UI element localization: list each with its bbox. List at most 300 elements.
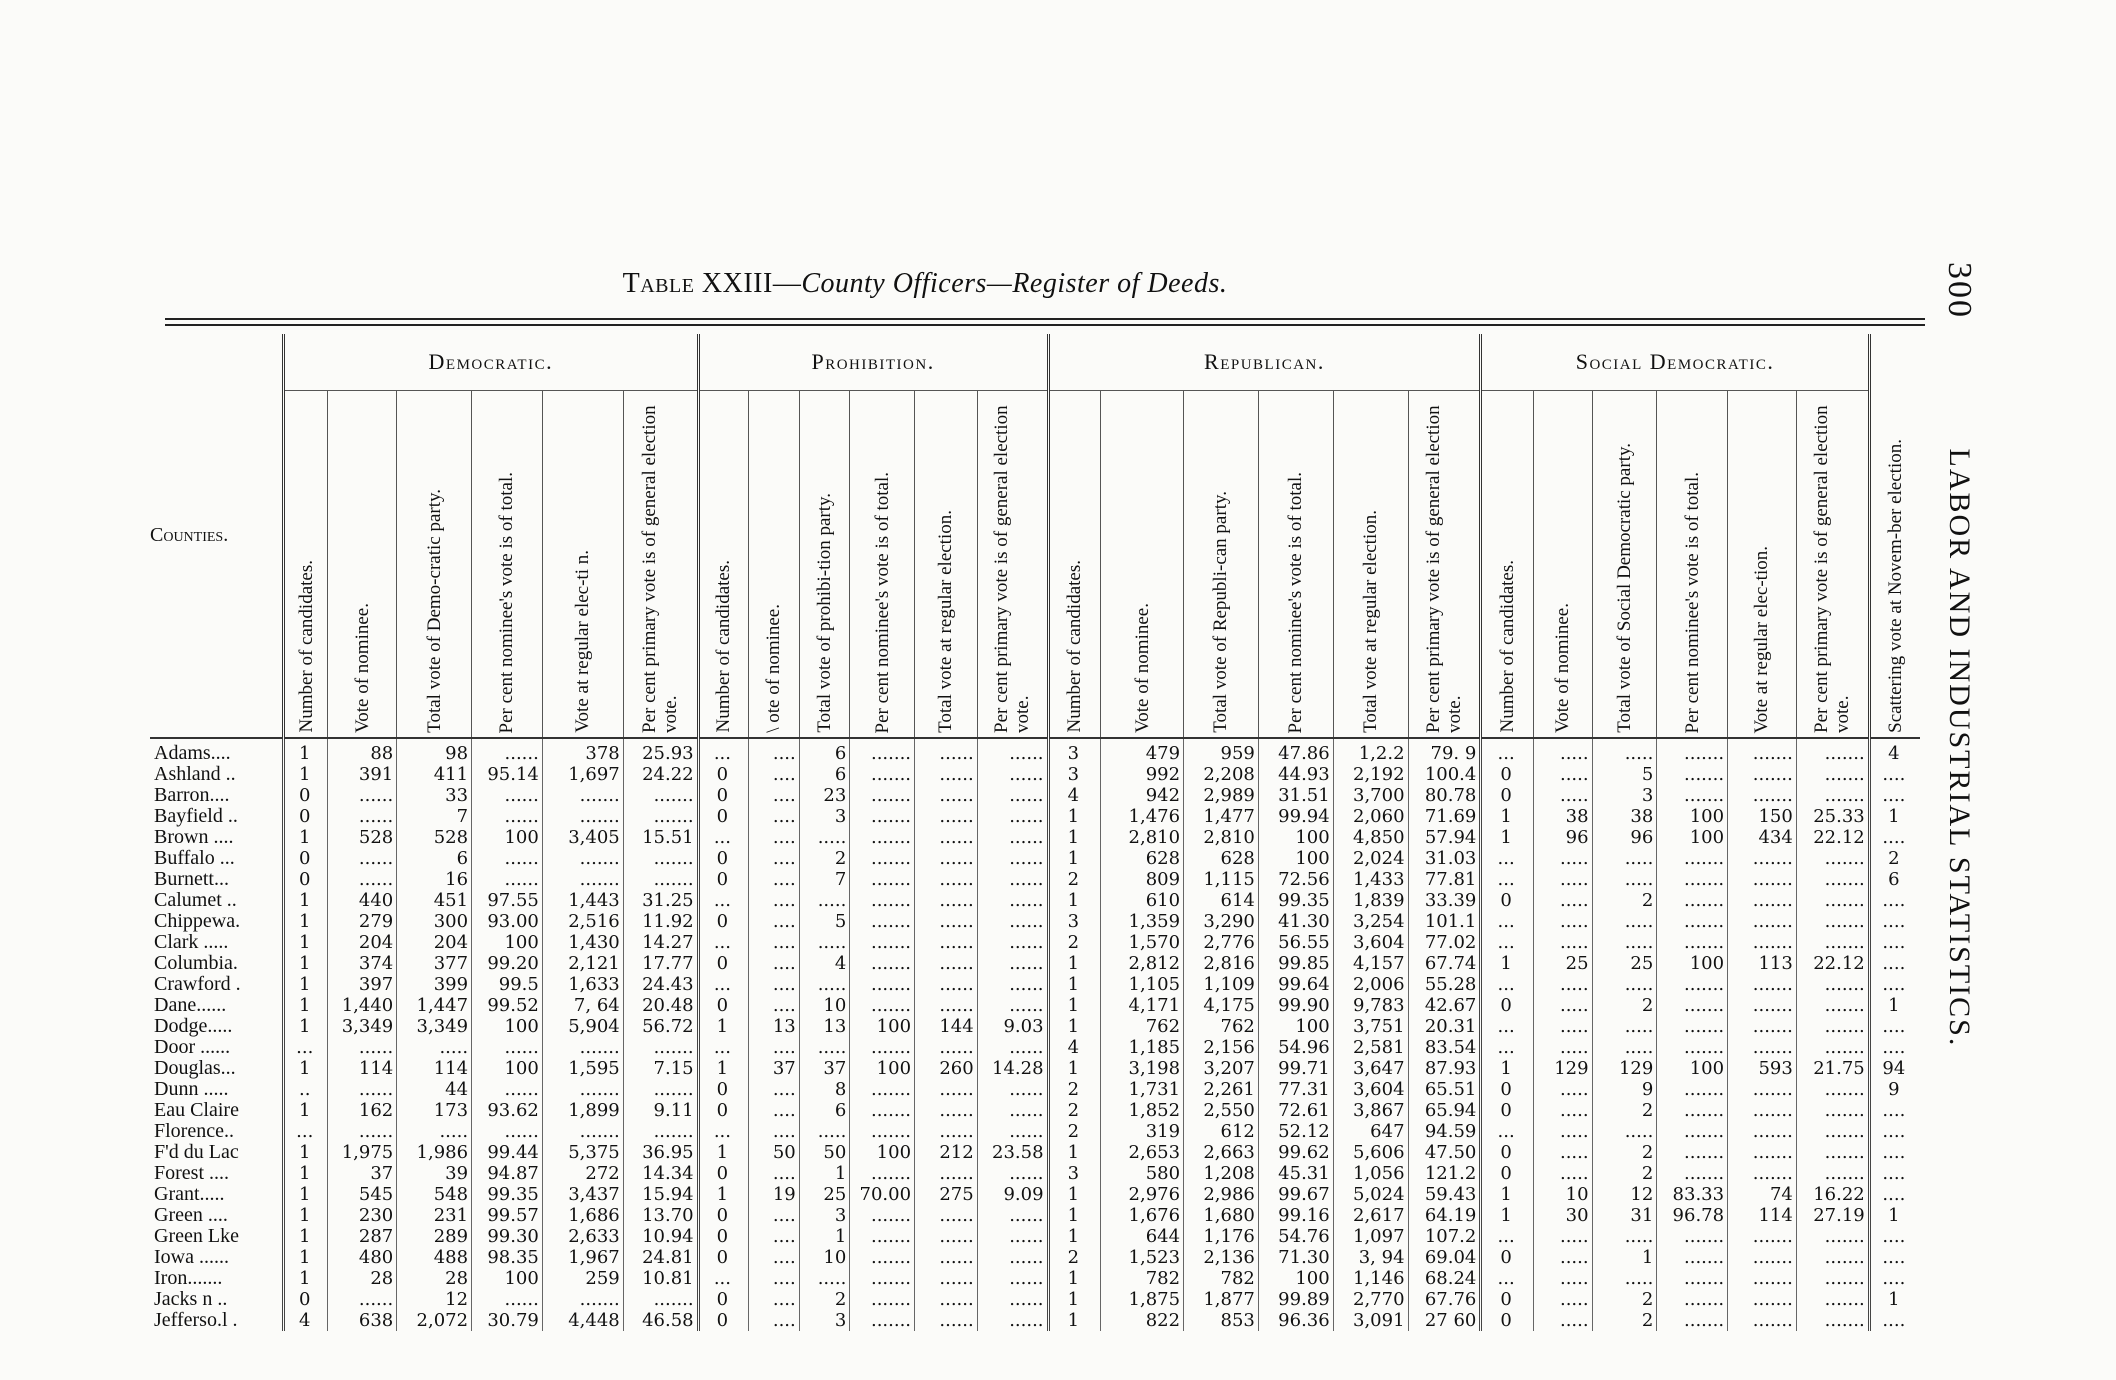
table-cell: ...... — [977, 1289, 1048, 1310]
table-cell: 1,176 — [1184, 1226, 1259, 1247]
table-cell: 6 — [799, 1100, 850, 1121]
table-cell: 2,653 — [1101, 1142, 1184, 1163]
table-cell: ....... — [850, 1079, 915, 1100]
table-cell: ... — [698, 932, 749, 953]
table-cell: 98 — [397, 738, 472, 764]
table-cell: ....... — [1796, 764, 1869, 785]
table-cell: 2,663 — [1184, 1142, 1259, 1163]
table-cell: ... — [1481, 1226, 1534, 1247]
table-cell: 14.27 — [623, 932, 698, 953]
table-cell: 548 — [397, 1184, 472, 1205]
column-header-label: Per cent primary vote is of general election vote. — [1811, 405, 1854, 733]
table-cell: ....... — [850, 827, 915, 848]
table-cell: 1 — [698, 1016, 749, 1037]
table-cell: 399 — [397, 974, 472, 995]
county-name: Douglas... — [154, 1058, 236, 1079]
table-cell: .... — [1869, 953, 1920, 974]
table-cell: 114 — [397, 1058, 472, 1079]
table-cell: 46.58 — [623, 1310, 698, 1331]
table-cell: 3 — [799, 1310, 850, 1331]
table-cell: 1 — [283, 995, 327, 1016]
table-cell: 644 — [1101, 1226, 1184, 1247]
table-cell: ...... — [328, 785, 397, 806]
table-cell: 25.33 — [1796, 806, 1869, 827]
table-cell: ... — [1481, 1037, 1534, 1058]
table-cell: 204 — [397, 932, 472, 953]
table-cell: 56.55 — [1258, 932, 1333, 953]
table-row — [150, 1121, 1920, 1142]
table-row — [150, 1268, 1920, 1289]
county-name: Grant..... — [154, 1184, 225, 1205]
table-cell: 27 60 — [1408, 1310, 1481, 1331]
county-name: Ashland .. — [154, 764, 236, 785]
table-cell: 100 — [1657, 806, 1728, 827]
table-row — [150, 932, 1920, 953]
table-cell: 77.31 — [1258, 1079, 1333, 1100]
table-cell: 2 — [1048, 1079, 1101, 1100]
table-cell: 99.71 — [1258, 1058, 1333, 1079]
table-cell: ....... — [1657, 1142, 1728, 1163]
table-cell: 3 — [1592, 785, 1657, 806]
column-header-label: Total vote of prohibi-tion party. — [814, 493, 836, 733]
table-cell: 1,105 — [1101, 974, 1184, 995]
column-header-label: Number of candidates. — [295, 560, 317, 733]
table-cell: ... — [1481, 738, 1534, 764]
table-cell: ...... — [915, 974, 978, 995]
table-cell: ....... — [1728, 1037, 1797, 1058]
table-cell: 0 — [698, 1100, 749, 1121]
table-cell: 38 — [1592, 806, 1657, 827]
table-cell: 0 — [698, 1310, 749, 1331]
table-cell: 2,121 — [542, 953, 623, 974]
table-cell: ....... — [850, 785, 915, 806]
table-row — [150, 1184, 1920, 1205]
table-cell: ....... — [1657, 932, 1728, 953]
table-cell: ...... — [915, 1289, 978, 1310]
table-cell: 1 — [1869, 995, 1920, 1016]
county-name: Clark ..... — [154, 932, 229, 953]
table-cell: 129 — [1533, 1058, 1592, 1079]
table-cell: 1,433 — [1333, 869, 1408, 890]
table-cell: 15.51 — [623, 827, 698, 848]
table-cell: 3 — [1048, 738, 1101, 764]
table-cell: 0 — [283, 785, 327, 806]
table-cell: ...... — [472, 1037, 543, 1058]
table-cell: ...... — [472, 1289, 543, 1310]
table-cell: 96.36 — [1258, 1310, 1333, 1331]
table-cell: ....... — [623, 1289, 698, 1310]
table-cell: ....... — [1728, 764, 1797, 785]
table-cell: 434 — [1728, 827, 1797, 848]
table-cell: ..... — [1533, 1142, 1592, 1163]
table-cell: ..... — [1533, 1016, 1592, 1037]
table-cell: ...... — [472, 848, 543, 869]
party-social-democratic: Social Democratic. — [1481, 334, 1869, 391]
table-cell: ....... — [542, 806, 623, 827]
table-cell: 1,097 — [1333, 1226, 1408, 1247]
table-cell: 5,375 — [542, 1142, 623, 1163]
table-cell: 300 — [397, 911, 472, 932]
table-cell: ....... — [1728, 1226, 1797, 1247]
table-cell: ....... — [850, 1226, 915, 1247]
table-cell: 2,816 — [1184, 953, 1259, 974]
table-cell: 3,647 — [1333, 1058, 1408, 1079]
table-cell: ....... — [850, 974, 915, 995]
table-cell: 440 — [328, 890, 397, 911]
table-cell: ....... — [542, 869, 623, 890]
column-header — [1533, 391, 1592, 739]
table-cell: ....... — [1796, 1310, 1869, 1331]
table-cell: ..... — [799, 1268, 850, 1289]
table-cell: 1 — [1048, 1184, 1101, 1205]
table-cell: 99.52 — [472, 995, 543, 1016]
table-cell: .... — [1869, 827, 1920, 848]
county-name: Florence.. — [154, 1121, 234, 1142]
table-cell: ....... — [1657, 1037, 1728, 1058]
column-header-label: Per cent nominee's vote is of total. — [1681, 471, 1703, 733]
table-cell: 0 — [698, 1226, 749, 1247]
table-cell: ...... — [328, 1079, 397, 1100]
table-cell: ... — [698, 890, 749, 911]
table-cell: 275 — [915, 1184, 978, 1205]
page-title — [0, 268, 1850, 300]
table-cell: 50 — [749, 1142, 800, 1163]
table-cell: 1,146 — [1333, 1268, 1408, 1289]
column-header-label: Total vote of Demo-cratic party. — [423, 489, 445, 733]
table-cell: ..... — [1592, 1037, 1657, 1058]
table-cell: 99.57 — [472, 1205, 543, 1226]
table-cell: 74 — [1728, 1184, 1797, 1205]
table-cell: 93.00 — [472, 911, 543, 932]
table-cell: 42.67 — [1408, 995, 1481, 1016]
table-cell: 809 — [1101, 869, 1184, 890]
table-cell: 80.78 — [1408, 785, 1481, 806]
table-cell: 31 — [1592, 1205, 1657, 1226]
table-cell: ...... — [915, 1163, 978, 1184]
table-cell: ..... — [799, 974, 850, 995]
table-cell: 69.04 — [1408, 1247, 1481, 1268]
table-cell: 59.43 — [1408, 1184, 1481, 1205]
table-cell: .... — [1869, 1226, 1920, 1247]
table-cell: 100 — [850, 1016, 915, 1037]
table-cell: 41.30 — [1258, 911, 1333, 932]
table-cell: 3 — [799, 1205, 850, 1226]
table-cell: 70.00 — [850, 1184, 915, 1205]
column-header — [850, 391, 915, 739]
table-cell: 0 — [1481, 1100, 1534, 1121]
table-cell: 1 — [283, 1100, 327, 1121]
table-cell: 3,604 — [1333, 1079, 1408, 1100]
table-row — [150, 911, 1920, 932]
table-cell: 0 — [698, 785, 749, 806]
county-name: Burnett... — [154, 869, 229, 890]
table-cell: 65.51 — [1408, 1079, 1481, 1100]
table-cell: ...... — [977, 1037, 1048, 1058]
column-header-label: Per cent nominee's vote is of total. — [496, 471, 518, 733]
party-prohibition: Prohibition. — [698, 334, 1048, 391]
table-cell: 100 — [472, 1058, 543, 1079]
table-cell: 1,839 — [1333, 890, 1408, 911]
table-cell: ... — [1481, 911, 1534, 932]
column-header — [1592, 391, 1657, 739]
top-rule-1 — [165, 318, 1925, 320]
table-cell: ..... — [1592, 1268, 1657, 1289]
table-cell: 1 — [1048, 995, 1101, 1016]
table-cell: ...... — [915, 1247, 978, 1268]
table-cell: 0 — [698, 1289, 749, 1310]
table-cell: 94.87 — [472, 1163, 543, 1184]
table-cell: 7.15 — [623, 1058, 698, 1079]
table-cell: ....... — [1728, 1100, 1797, 1121]
table-cell: 99.90 — [1258, 995, 1333, 1016]
table-cell: 1 — [1048, 953, 1101, 974]
column-header — [1258, 391, 1333, 739]
table-cell: ....... — [542, 1121, 623, 1142]
table-cell: ....... — [1657, 1289, 1728, 1310]
table-cell: ...... — [915, 785, 978, 806]
table-cell: 100 — [1657, 1058, 1728, 1079]
table-cell: 2,581 — [1333, 1037, 1408, 1058]
table-cell: 2,986 — [1184, 1184, 1259, 1205]
table-cell: ....... — [1728, 1016, 1797, 1037]
table-cell: .... — [749, 1247, 800, 1268]
table-cell: .... — [749, 953, 800, 974]
table-cell: 33 — [397, 785, 472, 806]
table-cell: ....... — [1796, 785, 1869, 806]
table-cell: 3,437 — [542, 1184, 623, 1205]
table-cell: 782 — [1184, 1268, 1259, 1289]
table-row — [150, 1289, 1920, 1310]
table-cell: 3 — [799, 806, 850, 827]
table-cell: ....... — [1657, 869, 1728, 890]
table-cell: 55.28 — [1408, 974, 1481, 995]
county-name: Door ...... — [154, 1037, 231, 1058]
table-cell: ...... — [915, 1121, 978, 1142]
table-cell: .... — [1869, 1037, 1920, 1058]
table-cell: 25 — [1533, 953, 1592, 974]
table-cell: 1 — [1048, 1226, 1101, 1247]
column-header — [1869, 391, 1920, 739]
table-cell: 2,006 — [1333, 974, 1408, 995]
table-cell: ....... — [1728, 1163, 1797, 1184]
table-cell: .... — [1869, 890, 1920, 911]
table-cell: ..... — [1592, 1121, 1657, 1142]
table-cell: 1 — [1048, 974, 1101, 995]
table-cell: ..... — [1533, 1163, 1592, 1184]
table-cell: .... — [1869, 1100, 1920, 1121]
table-cell: .... — [749, 827, 800, 848]
table-cell: .... — [749, 1226, 800, 1247]
table-cell: ....... — [1728, 738, 1797, 764]
table-cell: 114 — [1728, 1205, 1797, 1226]
table-cell: .... — [749, 1289, 800, 1310]
table-cell: ..... — [1533, 974, 1592, 995]
table-cell: 1,523 — [1101, 1247, 1184, 1268]
table-cell: ....... — [1728, 1289, 1797, 1310]
table-cell: 2 — [1048, 1100, 1101, 1121]
table-cell: 6 — [799, 738, 850, 764]
table-cell: 1 — [1048, 1058, 1101, 1079]
table-cell: ....... — [1728, 1079, 1797, 1100]
table-cell: 0 — [283, 848, 327, 869]
table-cell: 0 — [283, 869, 327, 890]
table-cell: ...... — [977, 1226, 1048, 1247]
table-cell: .... — [749, 848, 800, 869]
table-cell: 23.58 — [977, 1142, 1048, 1163]
table-cell: 99.67 — [1258, 1184, 1333, 1205]
table-cell: ... — [698, 1037, 749, 1058]
table-cell: ...... — [915, 1310, 978, 1331]
table-cell: ....... — [1728, 869, 1797, 890]
table-cell: 0 — [283, 806, 327, 827]
table-cell: ....... — [1728, 995, 1797, 1016]
table-cell: 1 — [1048, 1310, 1101, 1331]
column-header — [1796, 391, 1869, 739]
table-cell: 545 — [328, 1184, 397, 1205]
table-cell: 0 — [698, 995, 749, 1016]
table-cell: 2,060 — [1333, 806, 1408, 827]
table-cell: 853 — [1184, 1310, 1259, 1331]
table-row — [150, 1058, 1920, 1079]
table-cell: 87.93 — [1408, 1058, 1481, 1079]
table-cell: 24.81 — [623, 1247, 698, 1268]
table-cell: 31.25 — [623, 890, 698, 911]
table-cell: .... — [1869, 974, 1920, 995]
county-name: Dane...... — [154, 995, 227, 1016]
table-cell: ....... — [1796, 1268, 1869, 1289]
table-cell: ....... — [1728, 785, 1797, 806]
table-cell: ... — [698, 738, 749, 764]
table-cell: 5 — [1592, 764, 1657, 785]
table-cell: ... — [1481, 848, 1534, 869]
table-cell: 1 — [799, 1226, 850, 1247]
table-cell: 67.74 — [1408, 953, 1481, 974]
table-cell: ....... — [542, 1289, 623, 1310]
table-cell: ....... — [1796, 1079, 1869, 1100]
table-cell: 1,440 — [328, 995, 397, 1016]
table-cell: ..... — [397, 1037, 472, 1058]
county-name: Green Lke — [154, 1226, 239, 1247]
table-cell: ....... — [850, 806, 915, 827]
table-cell: .... — [749, 1079, 800, 1100]
table-cell: .... — [1869, 764, 1920, 785]
table-cell: .... — [749, 974, 800, 995]
table-cell: .... — [749, 1037, 800, 1058]
table-cell: ...... — [915, 848, 978, 869]
table-cell: ....... — [850, 1310, 915, 1331]
table-cell: 3,290 — [1184, 911, 1259, 932]
table-cell: ....... — [1796, 995, 1869, 1016]
table-cell: ...... — [977, 890, 1048, 911]
table-cell: 99.44 — [472, 1142, 543, 1163]
table-cell: 1 — [1048, 1142, 1101, 1163]
table-cell: 2,072 — [397, 1310, 472, 1331]
table-cell: 1 — [1048, 890, 1101, 911]
table-cell: 1 — [1481, 1184, 1534, 1205]
table-cell: 39 — [397, 1163, 472, 1184]
column-header — [472, 391, 543, 739]
table-row — [150, 869, 1920, 890]
table-cell: ...... — [915, 1268, 978, 1289]
table-row — [150, 1016, 1920, 1037]
column-header — [698, 391, 749, 739]
table-cell: 374 — [328, 953, 397, 974]
table-cell: ... — [1481, 1121, 1534, 1142]
table-cell: 1,731 — [1101, 1079, 1184, 1100]
table-cell: .... — [1869, 1268, 1920, 1289]
table-cell: 391 — [328, 764, 397, 785]
table-cell: 377 — [397, 953, 472, 974]
table-cell: 638 — [328, 1310, 397, 1331]
table-cell: 1 — [283, 1226, 327, 1247]
table-cell: 13.70 — [623, 1205, 698, 1226]
table-cell: 37 — [749, 1058, 800, 1079]
table-cell: 2 — [1592, 1142, 1657, 1163]
table-cell: 2 — [1048, 1121, 1101, 1142]
table-cell: 20.31 — [1408, 1016, 1481, 1037]
table-cell: ..... — [1533, 1121, 1592, 1142]
table-cell: 99.89 — [1258, 1289, 1333, 1310]
table-cell: 480 — [328, 1247, 397, 1268]
table-cell: ...... — [328, 1121, 397, 1142]
table-cell: .... — [749, 1268, 800, 1289]
table-cell: 12 — [397, 1289, 472, 1310]
table-cell: 1 — [1048, 1016, 1101, 1037]
table-cell: ...... — [977, 953, 1048, 974]
county-name: Dunn ..... — [154, 1079, 229, 1100]
table-cell: 83.33 — [1657, 1184, 1728, 1205]
table-cell: 30 — [1533, 1205, 1592, 1226]
table-cell: 0 — [698, 1205, 749, 1226]
table-cell: 50 — [799, 1142, 850, 1163]
table-cell: 822 — [1101, 1310, 1184, 1331]
table-cell: 528 — [397, 827, 472, 848]
table-cell: ....... — [850, 890, 915, 911]
table-cell: 2 — [1592, 1163, 1657, 1184]
table-cell: 3,349 — [397, 1016, 472, 1037]
table-cell: 88 — [328, 738, 397, 764]
table-cell: 47.50 — [1408, 1142, 1481, 1163]
table-cell: 38 — [1533, 806, 1592, 827]
table-cell: 2,810 — [1101, 827, 1184, 848]
table-cell: ..... — [1592, 848, 1657, 869]
table-cell: 7 — [397, 806, 472, 827]
table-cell: 16.22 — [1796, 1184, 1869, 1205]
table-cell: 67.76 — [1408, 1289, 1481, 1310]
table-cell: 0 — [1481, 1310, 1534, 1331]
table-cell: ....... — [850, 1205, 915, 1226]
table-cell: 173 — [397, 1100, 472, 1121]
table-cell: 100 — [472, 932, 543, 953]
table-cell: ....... — [1728, 848, 1797, 869]
table-cell: 3,405 — [542, 827, 623, 848]
table-cell: .... — [749, 869, 800, 890]
title-lead: Table XXIII— — [622, 268, 802, 299]
table-cell: 83.54 — [1408, 1037, 1481, 1058]
table-cell: 99.62 — [1258, 1142, 1333, 1163]
table-cell: ....... — [1728, 1142, 1797, 1163]
table-cell: 7, 64 — [542, 995, 623, 1016]
table-cell: 1 — [283, 1268, 327, 1289]
table-cell: ...... — [915, 738, 978, 764]
table-cell: 1 — [283, 1016, 327, 1037]
table-cell: 31.03 — [1408, 848, 1481, 869]
table-cell: 259 — [542, 1268, 623, 1289]
table-cell: 100 — [850, 1058, 915, 1079]
table-cell: 1,443 — [542, 890, 623, 911]
table-cell: .... — [749, 1310, 800, 1331]
column-header-label: \ ote of nominee. — [763, 604, 785, 733]
